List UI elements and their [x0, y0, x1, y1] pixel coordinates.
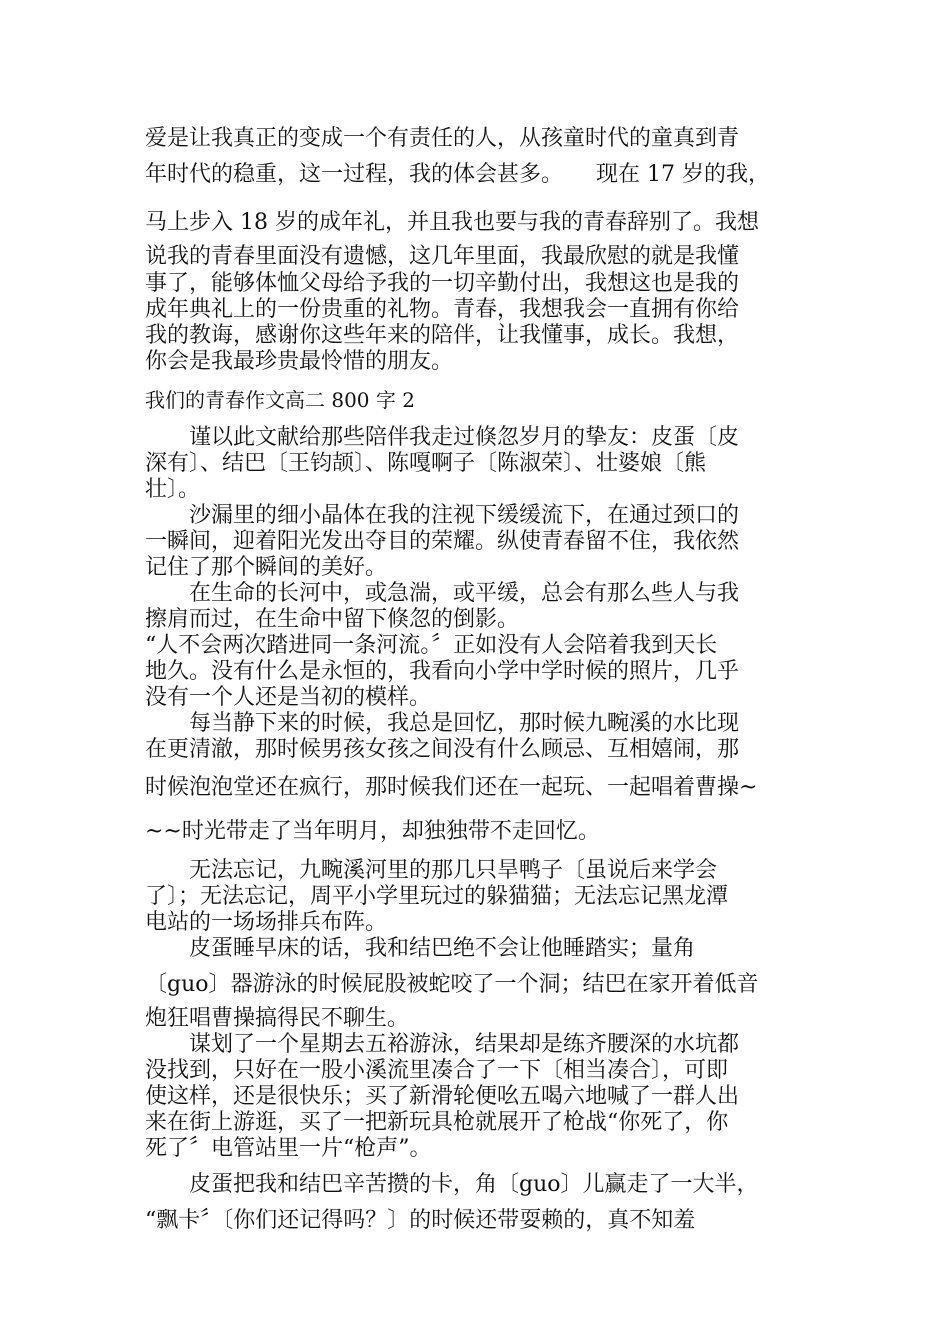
paragraph-line: 我的教诲，感谢你这些年来的陪伴，让我懂事，成长。我想， — [145, 323, 740, 348]
paragraph-line: 成年典礼上的一份贵重的礼物。青春，我想我会一直拥有你给 — [145, 297, 740, 322]
paragraph-line: 地久。没有什么是永恒的，我看向小学中学时候的照片，几乎 — [145, 659, 740, 684]
paragraph-line: 使这样，还是很快乐；买了新滑轮便吆五喝六地喊了一群人出 — [145, 1084, 740, 1109]
paragraph-line: 马上步入 18 岁的成年礼，并且我也要与我的青春辞别了。我想 — [145, 210, 759, 235]
paragraph-line: 说我的青春里面没有遗憾，这几年里面，我最欣慰的就是我懂 — [145, 244, 740, 269]
paragraph-line: 事了，能够体恤父母给予我的一切辛勤付出，我想这也是我的 — [145, 271, 740, 296]
paragraph-line: 皮蛋睡早床的话，我和结巴绝不会让他睡踏实；量角 — [145, 936, 696, 961]
paragraph-line: 电站的一场场排兵布阵。 — [145, 910, 388, 935]
section-heading: 我们的青春作文高二 800 字 2 — [145, 388, 415, 412]
paragraph-line: 时候泡泡堂还在疯行，那时候我们还在一起玩、一起唱着曹操~ — [145, 775, 758, 800]
paragraph-line: 了〕；无法忘记，周平小学里玩过的躲猫猫；无法忘记黑龙潭 — [145, 884, 729, 909]
paragraph-line: 擦肩而过，在生命中留下倏忽的倒影。 — [145, 607, 520, 632]
paragraph-line: “人不会两次踏进同一条河流。〞正如没有人会陪着我到天长 — [145, 633, 718, 658]
paragraph-line: ~~时光带走了当年明月，却独独带不走回忆。 — [145, 819, 600, 844]
paragraph-line: 每当静下来的时候，我总是回忆，那时候九畹溪的水比现 — [145, 711, 740, 736]
paragraph-line: 深有〕、结巴〔王钧颉〕、陈嘎啊子〔陈淑荣〕、壮婆娘〔熊 — [145, 451, 707, 476]
paragraph-line: 你会是我最珍贵最怜惜的朋友。 — [145, 349, 454, 374]
paragraph-line: 年时代的稳重，这一过程，我的体会甚多。 现在 17 岁的我， — [145, 162, 770, 187]
paragraph-line: 谨以此文献给那些陪伴我走过倏忽岁月的挚友：皮蛋〔皮 — [145, 425, 740, 450]
paragraph-line: 在更清澈，那时候男孩女孩之间没有什么顾忌、互相嬉闹，那 — [145, 737, 740, 762]
paragraph-line: 〔guo〕器游泳的时候屁股被蛇咬了一个洞；结巴在家开着低音 — [145, 972, 759, 997]
paragraph-line: 爱是让我真正的变成一个有责任的人，从孩童时代的童真到青 — [145, 126, 740, 151]
paragraph-line: 无法忘记，九畹溪河里的那几只旱鸭子〔虽说后来学会 — [145, 858, 718, 883]
paragraph-line: 在生命的长河中，或急湍，或平缓，总会有那么些人与我 — [145, 581, 740, 606]
paragraph-line: 沙漏里的细小晶体在我的注视下缓缓流下，在通过颈口的 — [145, 503, 740, 528]
paragraph-line: 壮〕。 — [145, 477, 201, 502]
paragraph-line: 炮狂唱曹操搞得民不聊生。 — [145, 1006, 410, 1031]
paragraph-line: 记住了那个瞬间的美好。 — [145, 555, 388, 580]
paragraph-line: 没找到，只好在一股小溪流里凑合了一下〔相当凑合〕，可即 — [145, 1058, 729, 1083]
paragraph-line: 没有一个人还是当初的模样。 — [145, 685, 432, 710]
paragraph-line: 皮蛋把我和结巴辛苦攒的卡，角〔guo〕儿赢走了一大半， — [145, 1172, 759, 1197]
paragraph-line: 死了〞电管站里一片“枪声”。 — [145, 1136, 432, 1161]
paragraph-line: 来在街上游逛，买了一把新玩具枪就展开了枪战“你死了，你 — [145, 1110, 729, 1135]
paragraph-line: “飘卡〞〔你们还记得吗？〕的时候还带耍赖的，真不知羞 — [145, 1208, 696, 1233]
paragraph-line: 谋划了一个星期去五裕游泳，结果却是练齐腰深的水坑都 — [145, 1032, 740, 1057]
paragraph-line: 一瞬间，迎着阳光发出夺目的荣耀。纵使青春留不住，我依然 — [145, 529, 740, 554]
